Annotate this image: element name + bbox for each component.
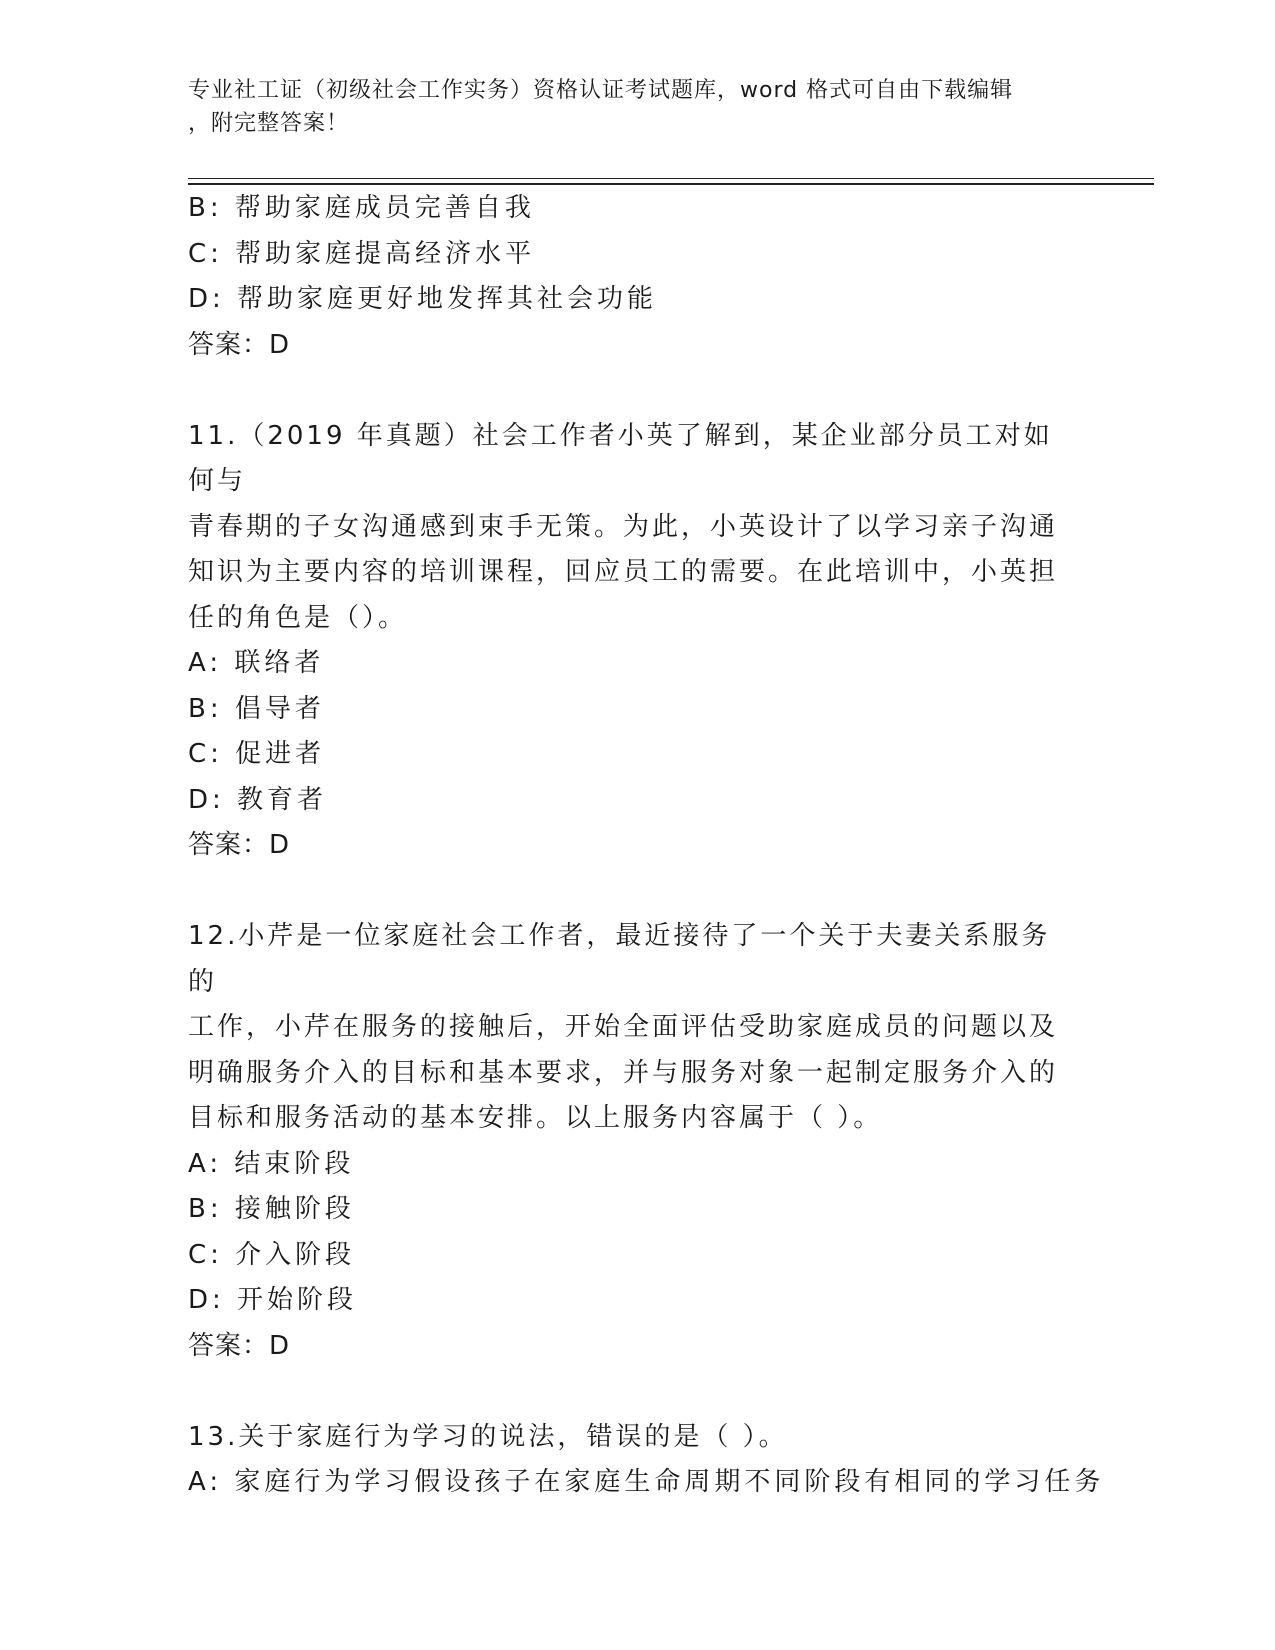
question-12 (188, 914, 1088, 1369)
header-line-1: 专业社工证（初级社会工作实务）资格认证考试题库，word 格式可自由下载编辑 (188, 78, 1014, 103)
option-d: D: 教育者 (188, 784, 328, 815)
option-b: B: 帮助家庭成员完善自我 (188, 193, 535, 223)
question-line: 11.（2019 年真题）社会工作者小英了解到，某企业部分员工对如何与 (188, 420, 1053, 496)
question-line: 目标和服务活动的基本安排。以上服务内容属于（ ）。 (188, 1103, 883, 1133)
question-line: 12.小芹是一位家庭社会工作者，最近接待了一个关于夫妻关系服务的 (188, 921, 1051, 997)
option-c: C: 介入阶段 (188, 1239, 356, 1270)
option-c: C: 帮助家庭提高经济水平 (188, 238, 536, 269)
spacer (188, 368, 1088, 414)
question-13 (188, 1415, 1105, 1506)
option-a: A: 家庭行为学习假设孩子在家庭生命周期不同阶段有相同的学习任务 (188, 1467, 1105, 1497)
question-line: 青春期的子女沟通感到束手无策。为此，小英设计了以学习亲子沟通 (188, 511, 1059, 542)
option-d: D: 开始阶段 (188, 1285, 358, 1315)
question-line: 知识为主要内容的培训课程，回应员工的需要。在此培训中，小英担 (188, 557, 1059, 587)
header-line-2: ，附完整答案！ (188, 111, 350, 136)
option-b: B: 倡导者 (188, 693, 325, 724)
question-11 (188, 414, 1088, 869)
answer: 答案：D (188, 329, 291, 360)
question-line: 明确服务介入的目标和基本要求，并与服务对象一起制定服务介入的 (188, 1057, 1059, 1088)
prev-question (188, 186, 1088, 368)
spacer (188, 1369, 1088, 1415)
answer: 答案：D (188, 830, 291, 860)
option-d: D: 帮助家庭更好地发挥其社会功能 (188, 284, 658, 314)
option-b: B: 接触阶段 (188, 1194, 355, 1224)
header-divider-thin (188, 178, 1154, 179)
document-body (188, 186, 1105, 1506)
option-c: C: 促进者 (188, 739, 326, 769)
option-a: A: 联络者 (188, 648, 325, 678)
document-header (188, 74, 1088, 140)
question-line: 工作，小芹在服务的接触后，开始全面评估受助家庭成员的问题以及 (188, 1012, 1059, 1042)
answer: 答案：D (188, 1330, 291, 1361)
question-line: 任的角色是（）。 (188, 602, 408, 633)
question-line: 13.关于家庭行为学习的说法，错误的是（ ）。 (188, 1421, 788, 1452)
spacer (188, 869, 1088, 915)
option-a: A: 结束阶段 (188, 1148, 355, 1179)
header-divider-thick (188, 183, 1154, 185)
